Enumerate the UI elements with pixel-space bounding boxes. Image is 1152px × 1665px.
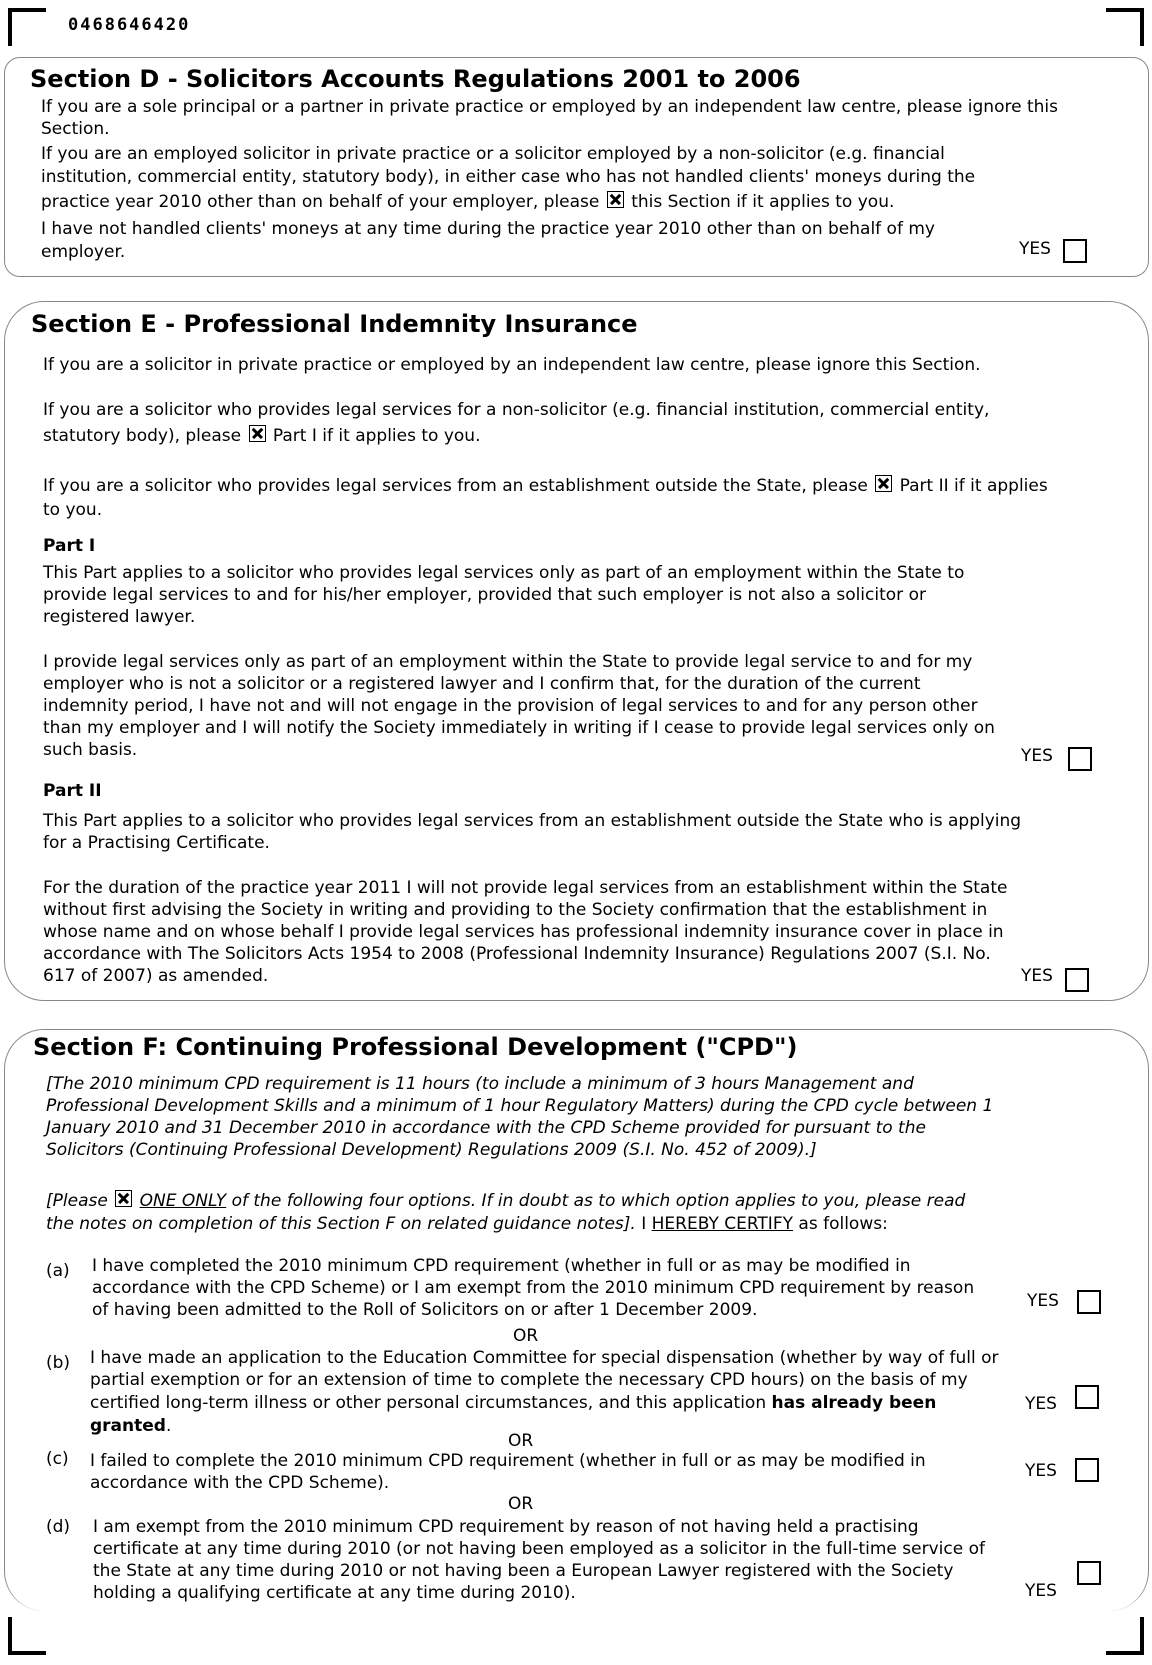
section-f-intro: Solicitors (Continuing Professional Development) Regulations 2009 (S.I. No. 452 of 2009).]: [46, 1140, 817, 1160]
or-separator: OR: [513, 1326, 539, 1346]
option-c-text: I failed to complete the 2010 minimum CPD requirement (whether in full or as may be modified in: [90, 1451, 926, 1471]
option-a-yes-checkbox[interactable]: [1077, 1290, 1101, 1314]
section-e-text: If you are a solicitor who provides legal services for a non-solicitor (e.g. financial institution, commercial entity,: [43, 400, 990, 420]
option-a-text: of having been admitted to the Roll of Solicitors on or after 1 December 2009.: [92, 1300, 758, 1320]
part-1-statement: such basis.: [43, 740, 138, 760]
yes-label: YES: [1021, 746, 1053, 766]
instruction-part: I: [635, 1214, 652, 1234]
section-d-text-part: this Section if it applies to you.: [631, 192, 895, 212]
section-d-yes-checkbox[interactable]: [1063, 239, 1087, 263]
option-d-text: the State at any time during 2010 or not having been a European Lawyer registered with the Society: [93, 1561, 954, 1581]
checked-box-icon: [249, 425, 266, 442]
part-2-heading: Part II: [43, 781, 102, 801]
yes-label: YES: [1025, 1581, 1057, 1601]
form-number: 0468646420: [68, 15, 191, 35]
option-b-text: partial exemption or for an extension of time to complete the necessary CPD hours) on the basis of my: [90, 1370, 968, 1390]
section-f-instruction: [46, 1190, 965, 1212]
option-b-text: I have made an application to the Education Committee for special dispensation (whether by way of full or: [90, 1348, 999, 1368]
yes-label: YES: [1027, 1291, 1059, 1311]
option-c-yes-checkbox[interactable]: [1075, 1458, 1099, 1482]
option-d-text: holding a qualifying certificate at any time during 2010).: [93, 1583, 576, 1603]
registration-mark-bottom-left: [8, 1617, 46, 1655]
yes-label: YES: [1021, 966, 1053, 986]
part-2-statement: For the duration of the practice year 2011 I will not provide legal services from an establishment within the State: [43, 878, 1008, 898]
yes-label: YES: [1019, 239, 1051, 259]
or-separator: OR: [508, 1494, 534, 1514]
one-only-text: ONE ONLY: [139, 1191, 227, 1211]
hereby-certify-text: HEREBY CERTIFY: [651, 1214, 793, 1234]
option-b-bold-text: granted: [90, 1416, 166, 1436]
section-e-text-part: statutory body), please: [43, 426, 242, 446]
section-d-text: institution, commercial entity, statutory body), in either case who has not handled clients' moneys during the: [41, 167, 976, 187]
part-1-heading: Part I: [43, 536, 96, 556]
registration-mark-bottom-right: [1106, 1617, 1144, 1655]
section-f-instruction: [46, 1213, 888, 1235]
part-1-intro: This Part applies to a solicitor who provides legal services only as part of an employment within the State to: [43, 563, 965, 583]
instruction-part: [Please: [46, 1191, 108, 1211]
section-d-text: [41, 191, 894, 213]
option-c-marker: (c): [46, 1449, 69, 1469]
section-e-title: Section E - Professional Indemnity Insurance: [31, 310, 638, 338]
option-d-marker: (d): [46, 1517, 71, 1537]
section-e-text: If you are a solicitor in private practice or employed by an independent law centre, please ignore this Section.: [43, 355, 981, 375]
section-e-text: to you.: [43, 500, 103, 520]
section-f-intro: [The 2010 minimum CPD requirement is 11 hours (to include a minimum of 3 hours Management and: [46, 1074, 914, 1094]
option-d-yes-checkbox[interactable]: [1077, 1561, 1101, 1585]
part-2-statement: without first advising the Society in writing and providing to the Society confirmation that the establishment in: [43, 900, 988, 920]
option-b-text-part: certified long-term illness or other personal circumstances, and this application: [90, 1393, 772, 1413]
instruction-part: of the following four options. If in doubt as to which option applies to you, please read: [226, 1191, 966, 1211]
section-f-intro: Professional Development Skills and a minimum of 1 hour Regulatory Matters) during the CPD cycle between 1: [46, 1096, 994, 1116]
instruction-part: as follows:: [793, 1214, 888, 1234]
registration-mark-top-left: [8, 8, 46, 46]
option-d-text: I am exempt from the 2010 minimum CPD requirement by reason of not having held a practising: [93, 1517, 919, 1537]
option-a-marker: (a): [46, 1261, 70, 1281]
option-c-text: accordance with the CPD Scheme).: [90, 1473, 390, 1493]
part-1-statement: employer who is not a solicitor or a registered lawyer and I confirm that, for the duration of the current: [43, 674, 921, 694]
part-1-intro: provide legal services to and for his/her employer, provided that such employer is not also a solicitor or: [43, 585, 926, 605]
section-d-text: If you are a sole principal or a partner in private practice or employed by an independent law centre, please ignore this: [41, 97, 1058, 117]
instruction-part: the notes on completion of this Section F on related guidance notes].: [46, 1214, 636, 1234]
part-2-intro: This Part applies to a solicitor who provides legal services from an establishment outside the State who is applying: [43, 811, 1022, 831]
section-e-text: [43, 475, 1048, 497]
checked-box-icon: [875, 475, 892, 492]
option-b-bold-text: has already been: [771, 1393, 937, 1413]
yes-label: YES: [1025, 1461, 1057, 1481]
checked-box-icon: [115, 1190, 132, 1207]
section-e-text-part: If you are a solicitor who provides legal services from an establishment outside the State, please: [43, 476, 868, 496]
part-2-statement: accordance with The Solicitors Acts 1954 to 2008 (Professional Indemnity Insurance) Regulations 2007 (S.I. No.: [43, 944, 991, 964]
section-d-text: If you are an employed solicitor in private practice or a solicitor employed by a non-solicitor (e.g. financial: [41, 144, 945, 164]
section-d-statement: I have not handled clients' moneys at any time during the practice year 2010 other than on behalf of my: [41, 219, 935, 239]
part-1-statement: I provide legal services only as part of an employment within the State to provide legal service to and for my: [43, 652, 973, 672]
part-1-statement: than my employer and I will notify the Society immediately in writing if I cease to provide legal services only on: [43, 718, 995, 738]
section-e-text-part: Part II if it applies: [899, 476, 1048, 496]
or-separator: OR: [508, 1431, 534, 1451]
option-a-text: I have completed the 2010 minimum CPD requirement (whether in full or as may be modified in: [92, 1256, 911, 1276]
option-d-text: certificate at any time during 2010 (or not having been employed as a solicitor in the full-time service of: [93, 1539, 985, 1559]
part-1-yes-checkbox[interactable]: [1068, 747, 1092, 771]
section-d-text: Section.: [41, 119, 110, 139]
option-b-text-part: .: [165, 1416, 172, 1436]
section-f-title: Section F: Continuing Professional Development ("CPD"): [33, 1033, 798, 1061]
registration-mark-top-right: [1106, 8, 1144, 46]
option-a-text: accordance with the CPD Scheme) or I am exempt from the 2010 minimum CPD requirement by reason: [92, 1278, 975, 1298]
option-b-yes-checkbox[interactable]: [1075, 1385, 1099, 1409]
section-d-title: Section D - Solicitors Accounts Regulations 2001 to 2006: [30, 65, 801, 93]
option-b-marker: (b): [46, 1353, 71, 1373]
section-d-text-part: practice year 2010 other than on behalf of your employer, please: [41, 192, 600, 212]
yes-label: YES: [1025, 1394, 1057, 1414]
part-2-statement: 617 of 2007) as amended.: [43, 966, 269, 986]
section-e-text-part: Part I if it applies to you.: [272, 426, 481, 446]
part-1-statement: indemnity period, I have not and will not engage in the provision of legal services to and for any person other: [43, 696, 978, 716]
option-b-text: [90, 1415, 171, 1437]
part-1-intro: registered lawyer.: [43, 607, 196, 627]
checked-box-icon: [607, 191, 624, 208]
section-e-text: [43, 425, 480, 447]
part-2-statement: whose name and on whose behalf I provide legal services has professional indemnity insurance cover in place in: [43, 922, 1004, 942]
section-f-intro: January 2010 and 31 December 2010 in accordance with the CPD Scheme provided for pursuant to the: [46, 1118, 926, 1138]
option-b-text: [90, 1392, 936, 1414]
part-2-yes-checkbox[interactable]: [1065, 968, 1089, 992]
part-2-intro: for a Practising Certificate.: [43, 833, 270, 853]
section-d-statement: employer.: [41, 242, 126, 262]
